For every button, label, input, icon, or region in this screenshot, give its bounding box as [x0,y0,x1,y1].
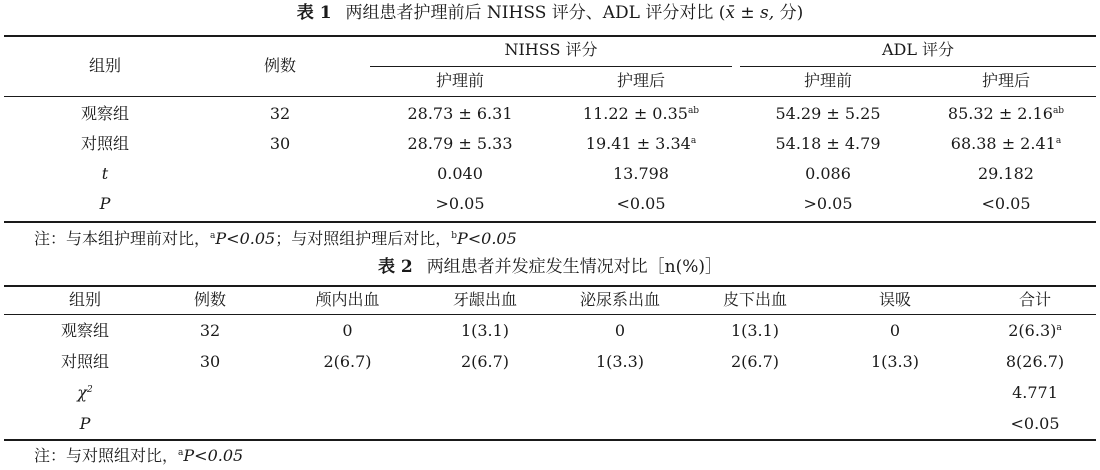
table2-number: 表 2 [377,257,413,277]
table2-row2-subcutaneous: 2(6.7) [730,352,780,371]
table2-caption [0,257,1100,277]
table2-header-aspiration: 误吸 [878,290,911,309]
table1-row1-nihss-before: 28.73 ± 6.31 [407,104,513,123]
superscript-mark: ab [1052,106,1065,116]
table1-header-nihss: NIHSS 评分 [504,40,598,59]
table2-row4-label: P [79,414,91,433]
table2-header-count: 例数 [193,290,226,309]
table1-row4-label: P [99,194,111,213]
table1-nihss-underline [370,66,732,67]
table1-row4-adl-after: <0.05 [981,194,1031,213]
table1-header-nihss-after: 护理后 [616,71,665,90]
table1-title-end: 分) [774,3,804,23]
table1-row1-count: 32 [269,104,291,123]
table2-header-subcutaneous: 皮下出血 [722,290,787,309]
table2-header-gingival: 牙龈出血 [452,290,517,309]
table1-header-group: 组别 [88,56,121,75]
table2-row3-label: $\chi^2$ [77,383,93,402]
table1-row3-label: t [101,164,109,183]
superscript-mark: a [1056,323,1062,333]
table1-note: 注：与本组护理前对比，$^a$P<0.05；与对照组护理后对比，$^b$P<0.05 [34,229,517,248]
table2-row4-total: <0.05 [1010,414,1060,433]
table1-caption [0,3,1100,23]
table1-row2-adl-after: 68.38 ± 2.41$^a$ [950,134,1062,153]
table2-row2-count: 30 [199,352,221,371]
table1-adl-underline [740,66,1096,67]
table1-row2-group: 对照组 [80,134,129,153]
table1-number: 表 1 [296,3,332,23]
table2-top-rule [4,285,1096,287]
table1-title: 两组患者护理前后 NIHSS 评分、ADL 评分对比 ( [345,3,726,23]
table2-row2-aspiration: 1(3.3) [870,352,920,371]
table2-row1-group: 观察组 [60,321,109,340]
table2-row2-group: 对照组 [60,352,109,371]
table1-title-math: x̄ ± s, [725,3,775,23]
superscript-mark: a [690,136,697,146]
table1-header-rule [4,96,1096,97]
table2-row1-aspiration: 0 [889,321,901,340]
table1-row3-nihss-after: 13.798 [613,164,669,183]
table1-header-adl: ADL 评分 [881,40,955,59]
table1-row1-group: 观察组 [80,104,129,123]
table1-bottom-rule [4,221,1096,223]
table1-row4-adl-before: >0.05 [803,194,853,213]
table2-row1-gingival: 1(3.1) [460,321,510,340]
table2-title: 两组患者并发症发生情况对比［n(%)］ [426,257,723,277]
table1-row4-nihss-after: <0.05 [616,194,666,213]
superscript-mark: ab [687,106,700,116]
table2-note: 注：与对照组对比，$^a$P<0.05 [34,446,244,465]
table1-row2-adl-before: 54.18 ± 4.79 [775,134,881,153]
table1-row3-adl-after: 29.182 [978,164,1034,183]
table1-row1-adl-before: 54.29 ± 5.25 [775,104,881,123]
table1-top-rule [4,35,1096,37]
table2-row1-count: 32 [199,321,221,340]
table1-row1-nihss-after: 11.22 ± 0.35$^{ab}$ [582,104,700,123]
table2-header-urinary: 泌尿系出血 [579,290,660,309]
table1-header-nihss-before: 护理前 [435,71,484,90]
table2-row2-gingival: 2(6.7) [460,352,510,371]
table2-row2-intracranial: 2(6.7) [323,352,372,371]
superscript-mark: a [1055,136,1062,146]
table2-row1-urinary: 0 [614,321,626,340]
table1-row2-nihss-before: 28.79 ± 5.33 [407,134,513,153]
table2-row2-total: 8(26.7) [1005,352,1065,371]
table2-row2-urinary: 1(3.3) [595,352,645,371]
table2-row1-intracranial: 0 [342,321,353,340]
table2-header-group: 组别 [68,290,101,309]
table1-row1-adl-after: 85.32 ± 2.16$^{ab}$ [947,104,1065,123]
table1-row4-nihss-before: >0.05 [435,194,485,213]
table1-header-adl-after: 护理后 [981,71,1030,90]
table2-header-rule [4,314,1096,315]
table2-row1-total: $2(6.3)^a$ [1008,321,1062,340]
table1-row3-nihss-before: 0.040 [437,164,483,183]
table1-row2-count: 30 [269,134,291,153]
table2-row1-subcutaneous: 1(3.1) [730,321,780,340]
table1-header-count: 例数 [263,56,296,75]
table1-header-adl-before: 护理前 [803,71,852,90]
table2-bottom-rule [4,439,1096,441]
table1-row3-adl-before: 0.086 [805,164,851,183]
table1-row2-nihss-after: 19.41 ± 3.34$^a$ [585,134,697,153]
table2-header-total: 合计 [1018,290,1051,309]
table2-header-intracranial: 颅内出血 [315,290,380,309]
table2-row3-total: 4.771 [1012,383,1058,402]
superscript-mark: 2 [86,385,93,395]
